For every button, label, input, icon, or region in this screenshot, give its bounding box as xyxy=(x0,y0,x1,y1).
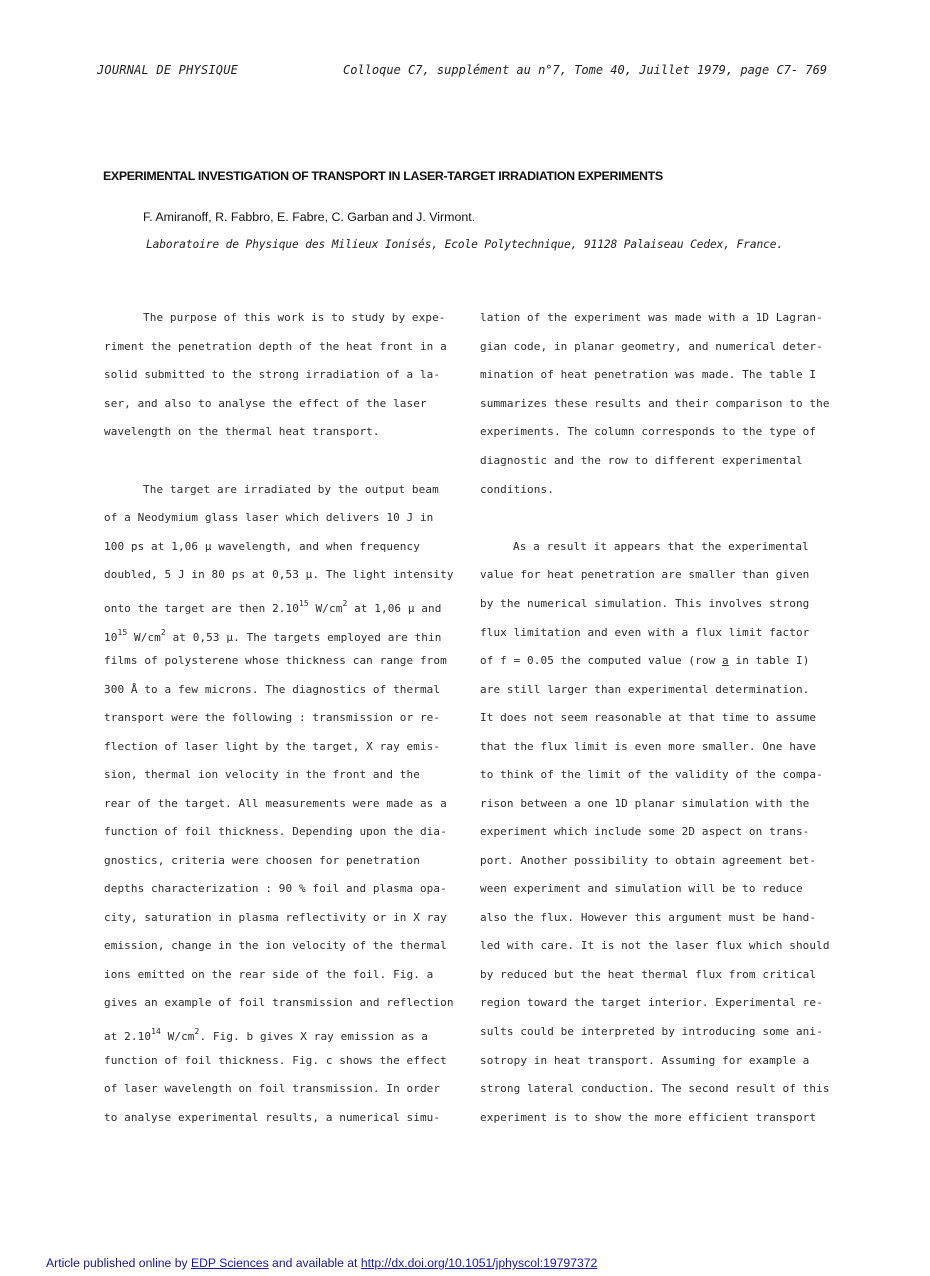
text-line: led with care. It is not the laser flux which should xyxy=(480,939,830,952)
text-line: strong lateral conduction. The second result of this xyxy=(480,1082,830,1095)
text-line xyxy=(480,654,809,668)
text-line: The purpose of this work is to study by expe- xyxy=(143,311,446,324)
journal-name: JOURNAL DE PHYSIQUE xyxy=(97,63,239,77)
text-line: flux limitation and even with a flux limit factor xyxy=(480,626,810,639)
text-line: The target are irradiated by the output beam xyxy=(143,483,439,496)
text-line: to analyse experimental results, a numerical simu- xyxy=(104,1111,441,1124)
superscript: 14 xyxy=(151,1027,161,1036)
text-line: are still larger than experimental determination. xyxy=(480,683,810,696)
text-line: function of foil thickness. Fig. c shows the effect xyxy=(104,1054,447,1067)
text-line: also the flux. However this argument must be hand- xyxy=(480,911,817,924)
footer-prefix: Article published online by xyxy=(46,1256,191,1270)
article-title: EXPERIMENTAL INVESTIGATION OF TRANSPORT IN LASER-TARGET IRRADIATION EXPERIMENTS xyxy=(103,169,663,183)
text-line: port. Another possibility to obtain agreement bet- xyxy=(480,854,817,867)
text-line: function of foil thickness. Depending upon the dia- xyxy=(104,825,447,838)
superscript: 15 xyxy=(298,599,309,608)
text-line: sults could be interpreted by introducing some ani- xyxy=(480,1025,823,1038)
text-line xyxy=(104,1025,428,1044)
text-line: films of polysterene whose thickness can range from xyxy=(104,654,447,667)
text-segment: at 1,06 μ and xyxy=(347,602,442,615)
text-line xyxy=(104,626,441,645)
affiliation: Laboratoire de Physique des Milieux Ionisés, Ecole Polytechnique, 91128 Palaiseau Cedex, France. xyxy=(146,238,784,251)
text-segment: . Fig. b gives X ray emission as a xyxy=(199,1030,429,1043)
text-line: ions emitted on the rear side of the foil. Fig. a xyxy=(104,968,434,981)
text-line: gives an example of foil transmission and reflection xyxy=(104,996,454,1009)
publisher-link[interactable]: EDP Sciences xyxy=(190,1256,269,1270)
text-line: experiments. The column corresponds to the type of xyxy=(480,425,817,438)
text-line: 300 Å to a few microns. The diagnostics of thermal xyxy=(104,683,441,696)
footer-middle: and available at xyxy=(268,1256,361,1270)
text-line: summarizes these results and their comparison to the xyxy=(480,397,830,410)
text-line: flection of laser light by the target, X ray emis- xyxy=(104,740,441,753)
text-segment: onto the target are then 2.10 xyxy=(104,602,299,615)
text-line: riment the penetration depth of the heat front in a xyxy=(104,340,447,353)
text-line: value for heat penetration are smaller than given xyxy=(480,568,810,581)
superscript: 15 xyxy=(117,628,128,637)
text-line: experiment which include some 2D aspect on trans- xyxy=(480,825,810,838)
superscript: 2 xyxy=(194,1027,200,1036)
text-line: conditions. xyxy=(480,483,554,496)
text-line: to think of the limit of the validity of the compa- xyxy=(480,768,823,781)
text-line: emission, change in the ion velocity of the thermal xyxy=(104,939,447,952)
text-line: 100 ps at 1,06 μ wavelength, and when frequency xyxy=(104,540,420,553)
text-line: As a result it appears that the experimental xyxy=(513,540,809,553)
text-segment: at 0,53 μ. The targets employed are thin xyxy=(165,631,442,644)
doi-link[interactable]: http://dx.doi.org/10.1051/jphyscol:19797372 xyxy=(360,1256,598,1270)
text-segment: W/cm xyxy=(127,631,161,644)
text-line: diagnostic and the row to different experimental xyxy=(480,454,803,467)
superscript: 2 xyxy=(160,628,166,637)
text-segment: of f = 0.05 the computed value (row xyxy=(480,654,723,667)
text-line: ween experiment and simulation will be to reduce xyxy=(480,882,803,895)
text-line: rear of the target. All measurements were made as a xyxy=(104,797,447,810)
text-line: of laser wavelength on foil transmission. In order xyxy=(104,1082,441,1095)
row-reference: a xyxy=(722,654,729,667)
text-line: sotropy in heat transport. Assuming for example a xyxy=(480,1054,810,1067)
text-line: doubled, 5 J in 80 ps at 0,53 μ. The light intensity xyxy=(104,568,454,581)
text-line: gian code, in planar geometry, and numerical deter- xyxy=(480,340,823,353)
issue-reference: Colloque C7, supplément au n°7, Tome 40, Juillet 1979, page C7- 769 xyxy=(343,63,828,77)
text-line: experiment is to show the more efficient transport xyxy=(480,1111,817,1124)
text-line: transport were the following : transmission or re- xyxy=(104,711,441,724)
publication-footer xyxy=(46,1256,597,1270)
text-line: solid submitted to the strong irradiation of a la- xyxy=(104,368,441,381)
text-line: wavelength on the thermal heat transport. xyxy=(104,425,380,438)
text-segment: W/cm xyxy=(160,1030,195,1043)
text-line: rison between a one 1D planar simulation with the xyxy=(480,797,810,810)
text-line: of a Neodymium glass laser which delivers 10 J in xyxy=(104,511,434,524)
text-line: by the numerical simulation. This involves strong xyxy=(480,597,810,610)
text-line: region toward the target interior. Experimental re- xyxy=(480,996,823,1009)
text-line: that the flux limit is even more smaller. One have xyxy=(480,740,817,753)
text-line: by reduced but the heat thermal flux from critical xyxy=(480,968,817,981)
text-segment: in table I) xyxy=(728,654,810,667)
text-line: depths characterization : 90 % foil and plasma opa- xyxy=(104,882,447,895)
superscript: 2 xyxy=(342,599,348,608)
text-segment: at 2.10 xyxy=(104,1030,152,1043)
text-line: gnostics, criteria were choosen for penetration xyxy=(104,854,420,867)
text-line: ser, and also to analyse the effect of the laser xyxy=(104,397,427,410)
text-segment: W/cm xyxy=(308,602,343,615)
text-line: lation of the experiment was made with a 1D Lagran- xyxy=(480,311,823,324)
text-line: mination of heat penetration was made. The table I xyxy=(480,368,817,381)
text-line: city, saturation in plasma reflectivity or in X ray xyxy=(104,911,447,924)
text-line xyxy=(104,597,441,616)
text-line: It does not seem reasonable at that time to assume xyxy=(480,711,817,724)
text-line: sion, thermal ion velocity in the front and the xyxy=(104,768,420,781)
author-list: F. Amiranoff, R. Fabbro, E. Fabre, C. Garban and J. Virmont. xyxy=(143,210,476,224)
text-segment: 10 xyxy=(104,631,118,644)
